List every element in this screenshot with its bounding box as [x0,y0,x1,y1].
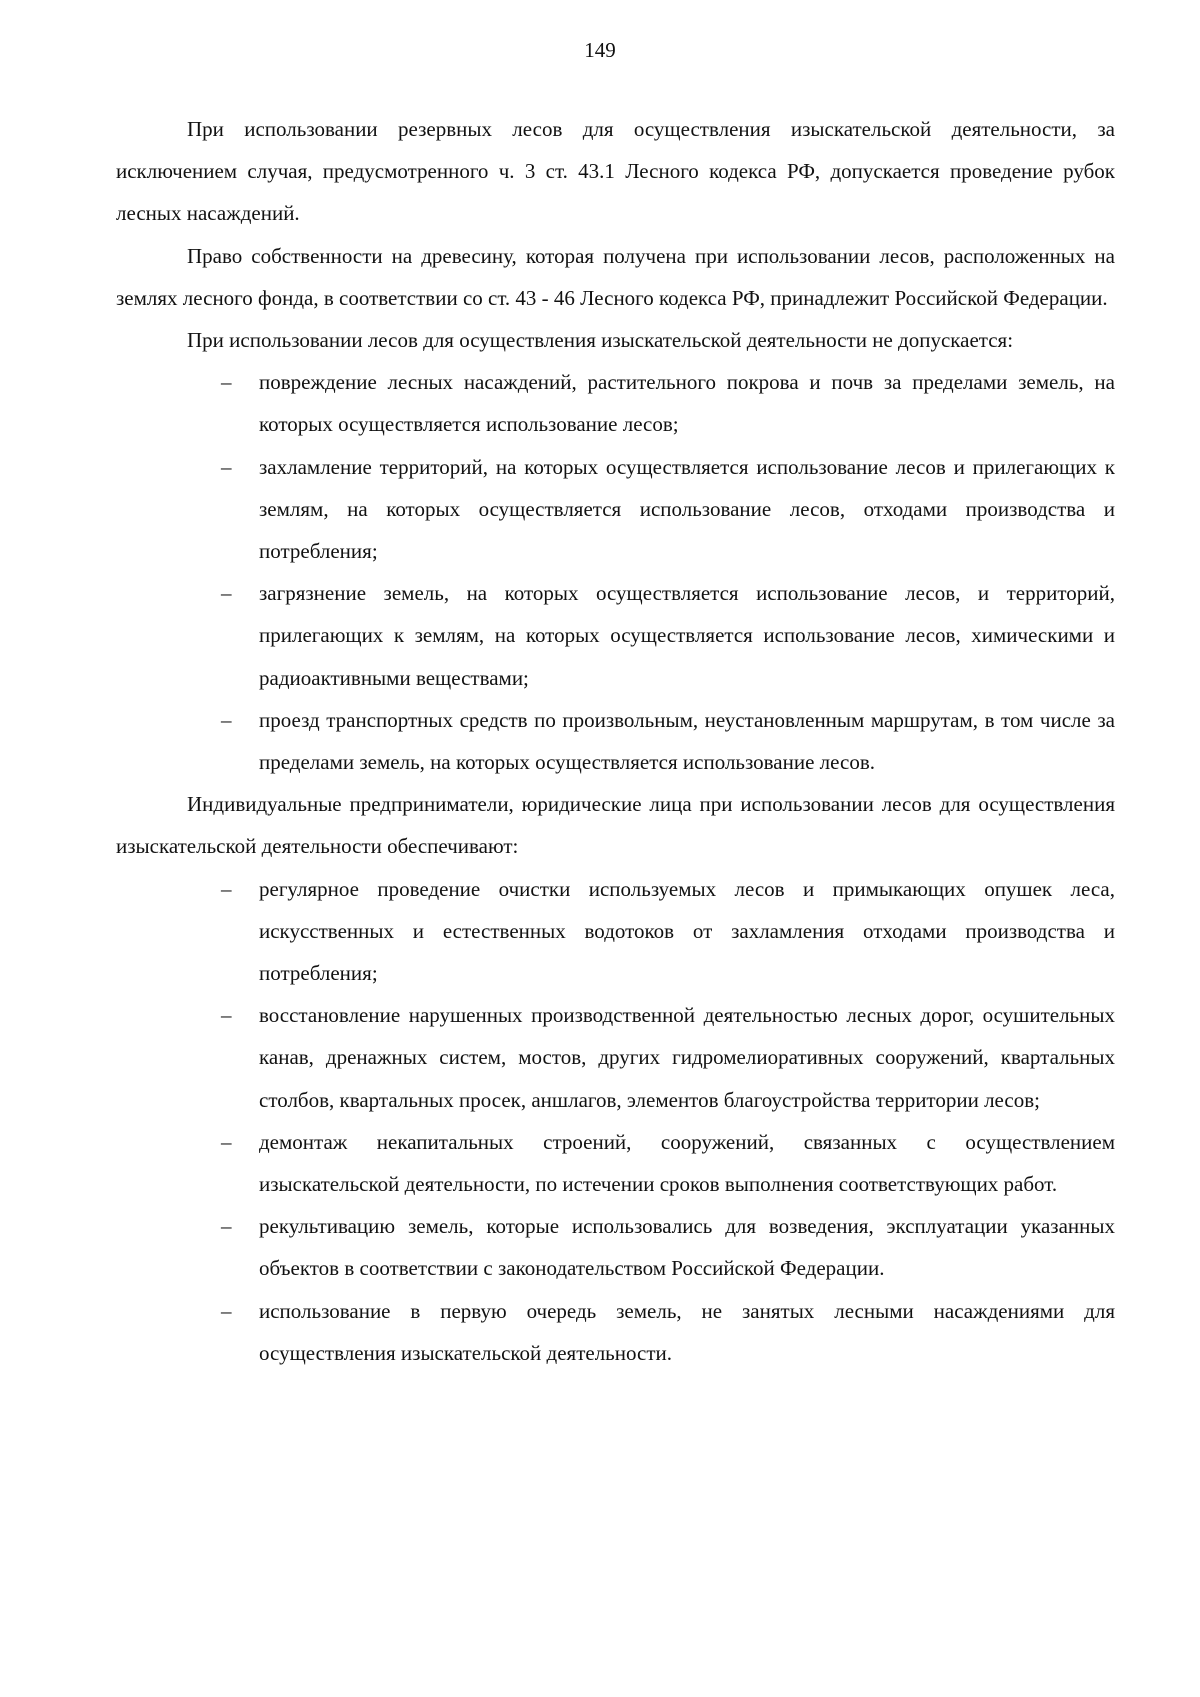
list-item [116,1205,1115,1289]
list-item-text: использование в первую очередь земель, не занятых лесными насаждениями для осуществления изыскательской деятельности. [259,1298,1115,1365]
paragraph-obligations-intro: Индивидуальные предприниматели, юридические лица при использовании лесов для осуществления изыскательской деятельности обеспечивают: [116,792,1115,859]
list-item [116,572,1115,699]
list-item-text: захламление территорий, на которых осуществляется использование лесов и прилегающих к землям, на которых осуществляется использование лесов, отходами производства и потребления; [259,454,1115,564]
list-item [116,1121,1115,1205]
obligations-list [116,868,1115,1374]
dash-marker: – [221,707,232,732]
list-item-text: рекультивацию земель, которые использовались для возведения, эксплуатации указанных объектов в соответствии с законодательством Российской Федерации. [259,1214,1115,1281]
dash-marker: – [221,370,232,395]
list-item [116,699,1115,783]
list-item-text: регулярное проведение очистки используемых лесов и примыкающих опушек леса, искусственных и естественных водотоков от захламления отходами производства и потребления; [259,876,1115,986]
list-item [116,868,1115,995]
list-item [116,446,1115,573]
list-item [116,361,1115,445]
dash-marker: – [221,876,232,901]
document-body [116,108,1115,1374]
page-number: 149 [584,38,616,62]
list-item [116,994,1115,1121]
dash-marker: – [221,1298,232,1323]
dash-marker: – [221,1214,232,1239]
list-item-text: восстановление нарушенных производственной деятельностью лесных дорог, осушительных канав, дренажных систем, мостов, других гидромелиоративных сооружений, квартальных столбов, квартальных просек, аншлагов, элементов благоустройства территории лесов; [259,1003,1115,1112]
list-item-text: проезд транспортных средств по произвольным, неустановленным маршрутам, в том числе за пределами земель, на которых осуществляется использование лесов. [259,707,1115,775]
dash-marker: – [221,454,232,479]
paragraph-not-allowed-intro: При использовании лесов для осуществления изыскательской деятельности не допускается: [187,328,1014,353]
dash-marker: – [221,581,232,606]
list-item-text: загрязнение земель, на которых осуществляется использование лесов, и территорий, прилегающих к землям, на которых осуществляется использование лесов, химическими и радиоактивными веществами; [259,581,1115,690]
dash-marker: – [221,1129,232,1154]
prohibited-list [116,361,1115,783]
paragraph-reserve-forests: При использовании резервных лесов для осуществления изыскательской деятельности, за исключением случая, предусмотренного ч. 3 ст. 43.1 Лесного кодекса РФ, допускается проведение рубок лесных насаждений. [116,117,1115,226]
paragraph-timber-ownership: Право собственности на древесину, которая получена при использовании лесов, расположенных на землях лесного фонда, в соответствии со ст. 43 - 46 Лесного кодекса РФ, принадлежит Российской Федерации. [116,243,1115,310]
list-item [116,1290,1115,1374]
list-item-text: повреждение лесных насаждений, растительного покрова и почв за пределами земель, на которых осуществляется использование лесов; [259,370,1115,437]
list-item-text: демонтаж некапитальных строений, сооружений, связанных с осуществлением изыскательской деятельности, по истечении сроков выполнения соответствующих работ. [259,1129,1115,1197]
dash-marker: – [221,1003,232,1028]
